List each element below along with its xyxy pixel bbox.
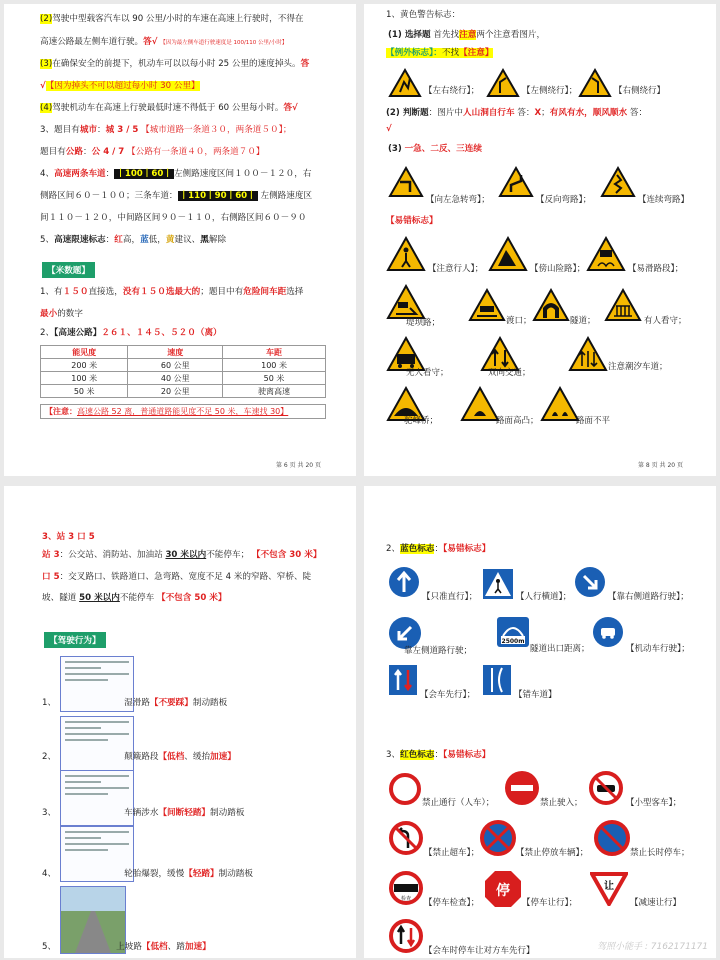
- p1-line-4: √【因为掉头不可以超过每小时 30 公里】: [40, 81, 200, 91]
- p4-red-heading: 3、红色标志：【易错标志】: [386, 750, 491, 760]
- page-8: [364, 4, 716, 476]
- keep-left-icon: [388, 616, 422, 650]
- p4-blue-heading: 2、蓝色标志：【易错标志】: [386, 544, 491, 554]
- no-small-car-icon: [588, 770, 624, 806]
- p2-judge-line: (2) 判断题：图片中人山洞自行车 答：X；有风有水，顺风顺水 答：: [386, 108, 648, 118]
- no-overtaking-icon: [388, 820, 424, 856]
- sign-caption: 禁止长时停车；: [630, 848, 690, 858]
- highway-note: 【注意：高速公路 52 离，普通道路能见度不足 50 米，车速找 30】: [40, 404, 326, 419]
- sign-caption: 隧道出口距离；: [530, 644, 590, 654]
- unmanned-crossing-icon: [386, 336, 426, 372]
- sign-caption: 堤坝路；: [406, 318, 441, 328]
- p3-crossing-line: 口 5：交叉路口、铁路道口、急弯路、宽度不足 4 米的窄路、窄桥、陡: [42, 572, 312, 582]
- inspection-label: 检查: [400, 896, 412, 902]
- yield-sign-label: 让: [604, 881, 614, 892]
- road-bump-icon: [460, 386, 500, 422]
- no-entry-all-icon: [388, 772, 422, 806]
- mountain-road-icon: [488, 236, 528, 272]
- page-9: [4, 486, 356, 958]
- p1-line-13: 最小的数字: [40, 309, 83, 319]
- sign-caption: 注意潮汐车道；: [608, 362, 668, 372]
- sign-caption: 【禁止超车】；: [424, 848, 480, 858]
- p1-line-2: 高速公路最左侧车道行驶。答√ 【因为最左侧车道行驶速度是 100/110 公里/小时】: [40, 37, 288, 47]
- sign-caption: 【停车让行】；: [522, 898, 578, 908]
- straight-only-icon: [388, 566, 420, 598]
- tunnel-icon: [532, 288, 570, 322]
- watermark: 驾照小能手 : 7162171171: [596, 942, 708, 952]
- table-row: 50 米 20 公里 驶离高速: [41, 385, 326, 398]
- sign-caption: 【右侧绕行】: [614, 86, 666, 96]
- p2-exception-line: 【例外标志】：不找【注意】: [386, 48, 494, 58]
- p2-heading: 1、黄色警告标志：: [386, 10, 461, 20]
- no-entry-icon: [504, 770, 540, 806]
- sign-caption: 靠左侧道路行驶；: [404, 646, 473, 656]
- p1-line-8: 4、高速两条车道： 丨100丨60丨 左侧路速度区间１００－１２０，右: [40, 169, 312, 179]
- sign-caption: 路面高凸；: [496, 416, 539, 426]
- table-row: 100 米 40 公里 50 米: [41, 372, 326, 385]
- driving-item-1: 1、 湿滑路【不要踩】制动踏板: [42, 698, 228, 708]
- p1-line-1: (2)驾驶中型载客汽车以 90 公里/小时的车速在高速上行驶时，不得在: [40, 14, 304, 24]
- sign-caption: 双向交通；: [488, 368, 531, 378]
- two-way-traffic-icon: [480, 336, 520, 372]
- sign-caption: 禁止驶入；: [540, 798, 583, 808]
- p2-error-prone: 【易错标志】: [386, 216, 438, 226]
- no-long-parking-icon: [594, 820, 630, 856]
- section-tag-meters: 【米数题】: [42, 262, 95, 278]
- sign-caption: 无人看守；: [406, 368, 449, 378]
- sign-caption: 有人看守；: [644, 316, 687, 326]
- keep-right-icon: [574, 566, 606, 598]
- p3-station-line: 站 3：公交站、消防站、加油站 30 米以内不能停车； 【不包含 30 米】: [42, 550, 322, 560]
- visibility-speed-table: [40, 345, 326, 398]
- p1-line-5: (4)驾驶机动车在高速上行驶最低时速不得低于 60 公里每小时。答√: [40, 103, 298, 113]
- stop-sign-icon: [484, 870, 522, 908]
- stop-for-inspection-icon: [388, 870, 424, 906]
- tunnel-distance-label: 2500m: [501, 638, 525, 645]
- page-6: [4, 4, 356, 476]
- yield-sign-icon: [590, 872, 628, 906]
- sharp-left-turn-icon: [388, 166, 424, 198]
- sign-caption: 【向左急转弯】；: [426, 195, 490, 205]
- embankment-road-icon: [386, 284, 426, 320]
- sign-caption: 【左右绕行】；: [424, 86, 480, 96]
- table-header: 车距: [223, 346, 326, 359]
- ferry-icon: [468, 288, 506, 322]
- passing-bay-icon: [482, 664, 512, 696]
- uneven-road-icon: [540, 386, 580, 422]
- table-row: 200 米 60 公里 100 米: [41, 359, 326, 372]
- sign-caption: 渡口；: [506, 316, 532, 326]
- sign-caption: 【错车道】: [514, 690, 557, 700]
- sign-caption: 【禁止停放车辆】；: [516, 848, 589, 858]
- sign-caption: 【反向弯路】；: [536, 195, 592, 205]
- p1-line-11: 5、高速限速标志：红高，蓝低，黄建议、黑解除: [40, 235, 227, 245]
- sign-caption: 【会车时停车让对方车先行】: [424, 946, 535, 956]
- tidal-lane-icon: [568, 336, 608, 372]
- stop-sign-label: 停: [496, 883, 510, 899]
- sign-caption: 【连续弯路】: [638, 195, 690, 205]
- sign-caption: 【注意行人】；: [428, 264, 484, 274]
- sign-caption: 【人行横道】；: [516, 592, 572, 602]
- driving-item-5: 5、 上坡路【低档、踏加速】: [42, 942, 211, 952]
- manned-crossing-icon: [604, 288, 642, 322]
- table-header: 能见度: [41, 346, 128, 359]
- p2-choice-line: (1) 选择题 首先找注意两个注意看图片，: [388, 30, 546, 40]
- p1-line-10: 间１１０－１２０，中间路区间９０－１１０，右侧路区间６０－９０: [40, 213, 307, 223]
- sign-caption: 【机动车行驶】；: [626, 644, 690, 654]
- sign-caption: 【停车检查】；: [424, 898, 480, 908]
- question-thumbnail: [60, 716, 134, 772]
- sign-caption: 路面不平: [576, 416, 611, 426]
- winding-right-icon: [578, 68, 612, 98]
- p1-line-14: 2、【高速公路】２６１、１４５、５２０（离）: [40, 328, 222, 338]
- page-footer: 第 8 页 共 20 页: [638, 462, 683, 469]
- page-footer: 第 6 页 共 20 页: [276, 462, 321, 469]
- p3-heading: 3、站 3 口 5: [42, 532, 95, 542]
- sign-caption: 【靠右侧道路行驶】；: [608, 592, 689, 602]
- p1-line-9: 侧路区间６０－１００；三条车道： 丨110丨90丨60丨 左侧路速度区: [40, 191, 313, 201]
- p2-mnemonic: (3) 一急、二反、三连续: [388, 144, 482, 154]
- winding-road-both-icon: [388, 68, 422, 98]
- section-tag-driving: 【驾驶行为】: [44, 632, 106, 648]
- no-parking-icon: [480, 820, 516, 856]
- sign-caption: 【傍山险路】；: [530, 264, 586, 274]
- sign-caption: 禁止通行（人车）；: [422, 798, 495, 808]
- tunnel-exit-distance-icon: [496, 616, 530, 648]
- p1-line-12: 1、有１５０直接选，没有１５０选最大的；题目中有危险间车距选择: [40, 287, 304, 297]
- sign-caption: 【左侧绕行】；: [522, 86, 578, 96]
- p1-line-3: (3)在确保安全的前提下，机动车可以以每小时 25 公里的速度掉头。答: [40, 59, 310, 69]
- p3-tunnel-line: 坡、隧道 50 米以内不能停车 【不包含 50 米】: [42, 593, 227, 603]
- priority-oncoming-icon: [388, 664, 418, 696]
- slippery-road-icon: [586, 236, 626, 272]
- motor-vehicle-icon: [592, 616, 624, 648]
- sign-caption: 【只准直行】；: [422, 592, 478, 602]
- sign-caption: 隧道；: [570, 316, 596, 326]
- sign-caption: 驼峰桥；: [404, 416, 439, 426]
- winding-left-icon: [486, 68, 520, 98]
- p1-line-6: 3、题目有城市：城 3 / 5 【城市道路一条道３０，两条道５０】；: [40, 125, 292, 135]
- p2-judge-answer: √: [386, 124, 392, 134]
- sign-caption: 【小型客车】；: [626, 798, 682, 808]
- continuous-curve-icon: [600, 166, 636, 198]
- driving-item-2: 2、 颠簸路段【低档、缓抬加速】: [42, 752, 236, 762]
- crosswalk-icon: [482, 568, 514, 600]
- pedestrians-icon: [386, 236, 426, 272]
- driving-item-4: 4、 轮胎爆裂，缓慢【轻踏】制动踏板: [42, 869, 254, 879]
- sign-caption: 【会车先行】；: [420, 690, 476, 700]
- sign-caption: 【减速让行】: [630, 898, 682, 908]
- reverse-curve-icon: [498, 166, 534, 198]
- p1-line-7: 题目有公路：公 4 / 7 【公路有一条道４０，两条道７０】: [40, 147, 265, 157]
- yield-to-oncoming-icon: [388, 918, 424, 954]
- table-header: 速度: [128, 346, 223, 359]
- driving-item-3: 3、 车辆涉水【间断轻踏】制动踏板: [42, 808, 245, 818]
- sign-caption: 【易滑路段】；: [628, 264, 684, 274]
- page-10: [364, 486, 716, 958]
